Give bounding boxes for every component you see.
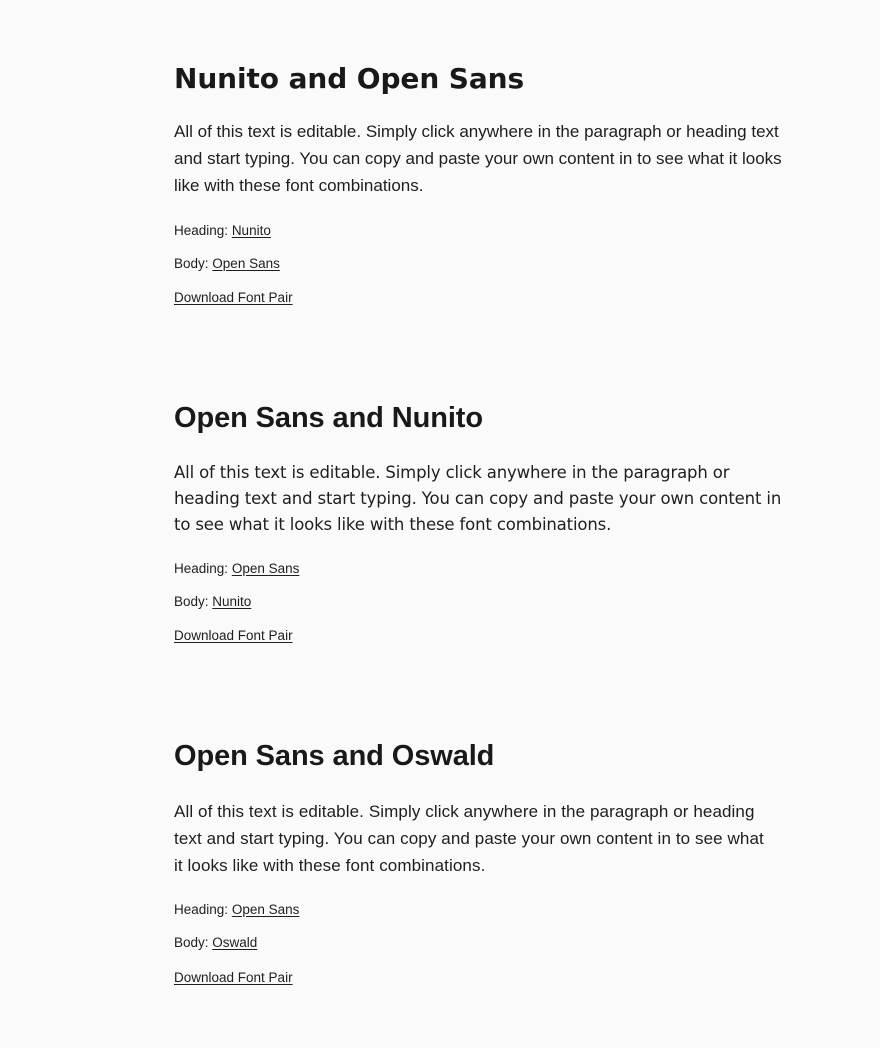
body-font-label: Body: xyxy=(174,255,209,271)
font-pair-card xyxy=(0,308,880,646)
sample-paragraph[interactable]: All of this text is editable. Simply click anywhere in the paragraph or heading text and start typing. You can copy and paste your own content in to see what it looks like with these font combinations. xyxy=(174,462,782,534)
body-font-line xyxy=(174,255,800,274)
page-title[interactable]: Open Sans and Nunito xyxy=(174,402,483,435)
download-font-pair-link[interactable]: Download Font Pair xyxy=(174,290,293,306)
font-pair-card xyxy=(0,646,880,987)
download-font-pair-link[interactable]: Download Font Pair xyxy=(174,628,293,644)
heading-font-name[interactable]: Nunito xyxy=(231,222,271,238)
body-font-name[interactable]: Oswald xyxy=(212,935,258,951)
heading-font-line xyxy=(174,560,800,579)
page-title[interactable]: Nunito and Open Sans xyxy=(174,62,525,95)
body-font-line xyxy=(174,593,800,612)
body-font-label: Body: xyxy=(174,935,209,951)
sample-paragraph[interactable]: All of this text is editable. Simply click anywhere in the paragraph or heading text and start typing. You can copy and paste your own content in to see what it looks like with these font combinations. xyxy=(174,122,782,195)
body-font-name[interactable]: Open Sans xyxy=(212,255,280,271)
heading-font-name[interactable]: Open Sans xyxy=(231,902,300,918)
body-font-name[interactable]: Nunito xyxy=(212,593,252,609)
sample-paragraph[interactable]: All of this text is editable. Simply click anywhere in the paragraph or heading text and start typing. You can copy and paste your own content in to see what it looks like with these font combinations. xyxy=(174,801,764,875)
body-font-line xyxy=(174,934,800,953)
heading-font-name[interactable]: Open Sans xyxy=(231,560,300,576)
heading-font-line xyxy=(174,901,800,920)
heading-font-label: Heading: xyxy=(174,560,229,576)
heading-font-line xyxy=(174,222,800,241)
heading-font-label: Heading: xyxy=(174,902,229,918)
page-title[interactable]: Open Sans and Oswald xyxy=(174,740,495,773)
download-font-pair-link[interactable]: Download Font Pair xyxy=(174,969,293,985)
heading-font-label: Heading: xyxy=(174,222,229,238)
font-pair-card xyxy=(0,48,880,308)
body-font-label: Body: xyxy=(174,593,209,609)
